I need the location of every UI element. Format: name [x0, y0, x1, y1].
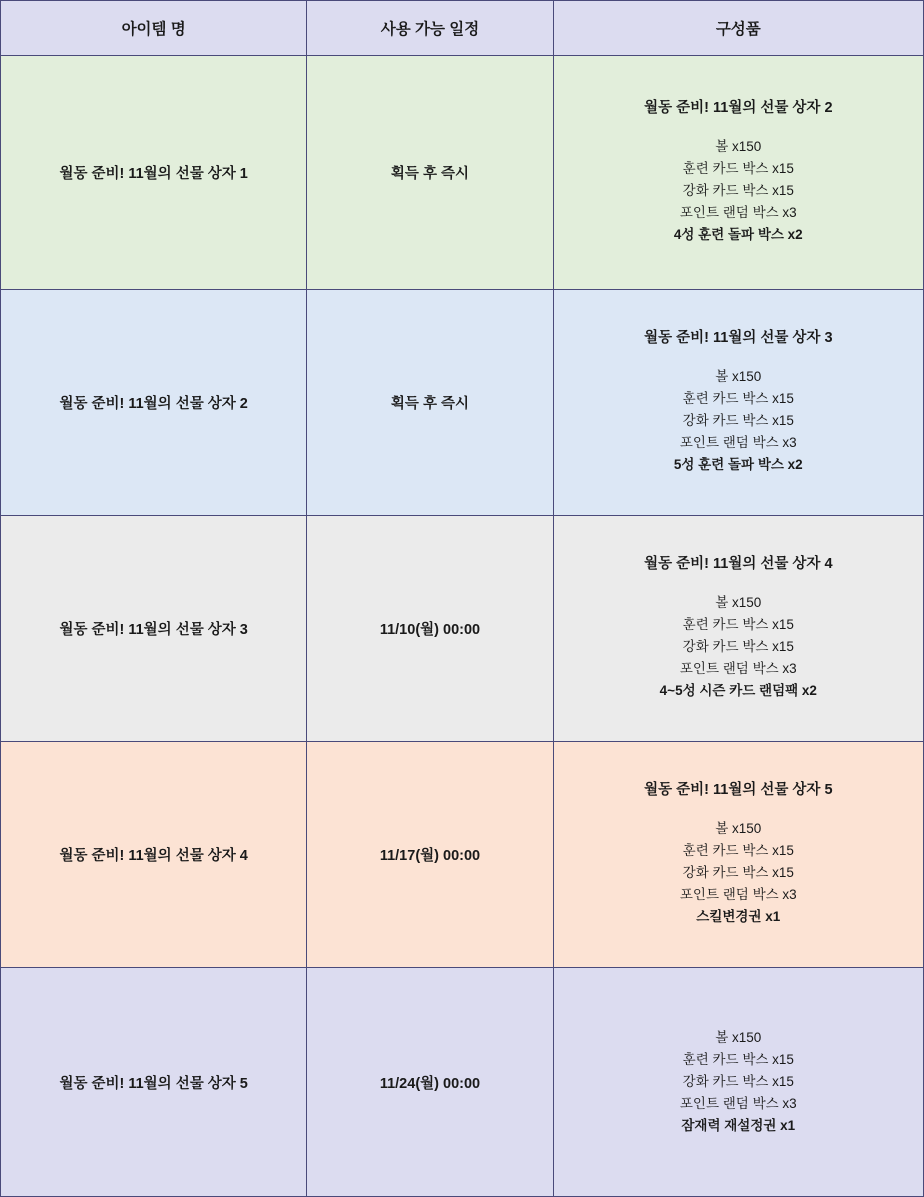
cell-contents [553, 516, 923, 742]
contents-item: 4~5성 시즌 카드 랜덤팩 x2 [659, 682, 817, 698]
contents-item: 강화 카드 박스 x15 [682, 412, 794, 428]
contents-item-list [562, 136, 915, 245]
cell-contents [553, 290, 923, 516]
contents-item: 포인트 랜덤 박스 x3 [679, 660, 797, 676]
cell-contents [553, 56, 923, 290]
cell-item-name: 월동 준비! 11월의 선물 상자 1 [1, 56, 307, 290]
table-row [1, 968, 924, 1197]
contents-title: 월동 준비! 11월의 선물 상자 5 [644, 782, 833, 799]
cell-available-schedule: 획득 후 즉시 [307, 290, 553, 516]
cell-contents [553, 968, 923, 1197]
column-header-available-schedule: 사용 가능 일정 [307, 1, 553, 56]
contents-item: 강화 카드 박스 x15 [682, 1074, 794, 1090]
contents-item: 강화 카드 박스 x15 [682, 638, 794, 654]
contents-item-list [562, 1027, 915, 1136]
contents-item: 포인트 랜덤 박스 x3 [679, 204, 797, 220]
contents-item-list [562, 592, 915, 701]
contents-item: 5성 훈련 돌파 박스 x2 [673, 456, 803, 472]
table-header-row [1, 1, 924, 56]
table-row [1, 290, 924, 516]
contents-title: 월동 준비! 11월의 선물 상자 2 [644, 100, 833, 117]
cell-available-schedule: 11/24(월) 00:00 [307, 968, 553, 1197]
cell-contents [553, 742, 923, 968]
contents-item: 볼 x150 [715, 139, 762, 155]
table-row [1, 742, 924, 968]
contents-item: 스킬변경권 x1 [696, 908, 781, 924]
table-body [1, 56, 924, 1197]
contents-item: 포인트 랜덤 박스 x3 [679, 1095, 797, 1111]
contents-item: 훈련 카드 박스 x15 [682, 843, 794, 859]
cell-item-name: 월동 준비! 11월의 선물 상자 3 [1, 516, 307, 742]
contents-item: 훈련 카드 박스 x15 [682, 161, 794, 177]
contents-item: 볼 x150 [715, 595, 762, 611]
contents-item: 볼 x150 [715, 369, 762, 385]
table-row [1, 516, 924, 742]
contents-item-list [562, 818, 915, 927]
column-header-contents: 구성품 [553, 1, 923, 56]
cell-available-schedule: 11/10(월) 00:00 [307, 516, 553, 742]
contents-title: 월동 준비! 11월의 선물 상자 3 [644, 330, 833, 347]
column-header-item-name: 아이템 명 [1, 1, 307, 56]
cell-item-name: 월동 준비! 11월의 선물 상자 4 [1, 742, 307, 968]
cell-available-schedule: 획득 후 즉시 [307, 56, 553, 290]
contents-item: 포인트 랜덤 박스 x3 [679, 434, 797, 450]
cell-item-name: 월동 준비! 11월의 선물 상자 2 [1, 290, 307, 516]
contents-item: 볼 x150 [715, 821, 762, 837]
contents-item: 훈련 카드 박스 x15 [682, 391, 794, 407]
contents-item: 4성 훈련 돌파 박스 x2 [673, 226, 803, 242]
table-header [1, 1, 924, 56]
contents-item: 강화 카드 박스 x15 [682, 182, 794, 198]
contents-item-list [562, 366, 915, 475]
contents-item: 훈련 카드 박스 x15 [682, 1052, 794, 1068]
contents-item: 볼 x150 [715, 1030, 762, 1046]
contents-item: 강화 카드 박스 x15 [682, 864, 794, 880]
table-row [1, 56, 924, 290]
cell-available-schedule: 11/17(월) 00:00 [307, 742, 553, 968]
contents-item: 잠재력 재설정권 x1 [681, 1117, 796, 1133]
cell-item-name: 월동 준비! 11월의 선물 상자 5 [1, 968, 307, 1197]
contents-item: 포인트 랜덤 박스 x3 [679, 886, 797, 902]
contents-item: 훈련 카드 박스 x15 [682, 617, 794, 633]
contents-title: 월동 준비! 11월의 선물 상자 4 [644, 556, 833, 573]
